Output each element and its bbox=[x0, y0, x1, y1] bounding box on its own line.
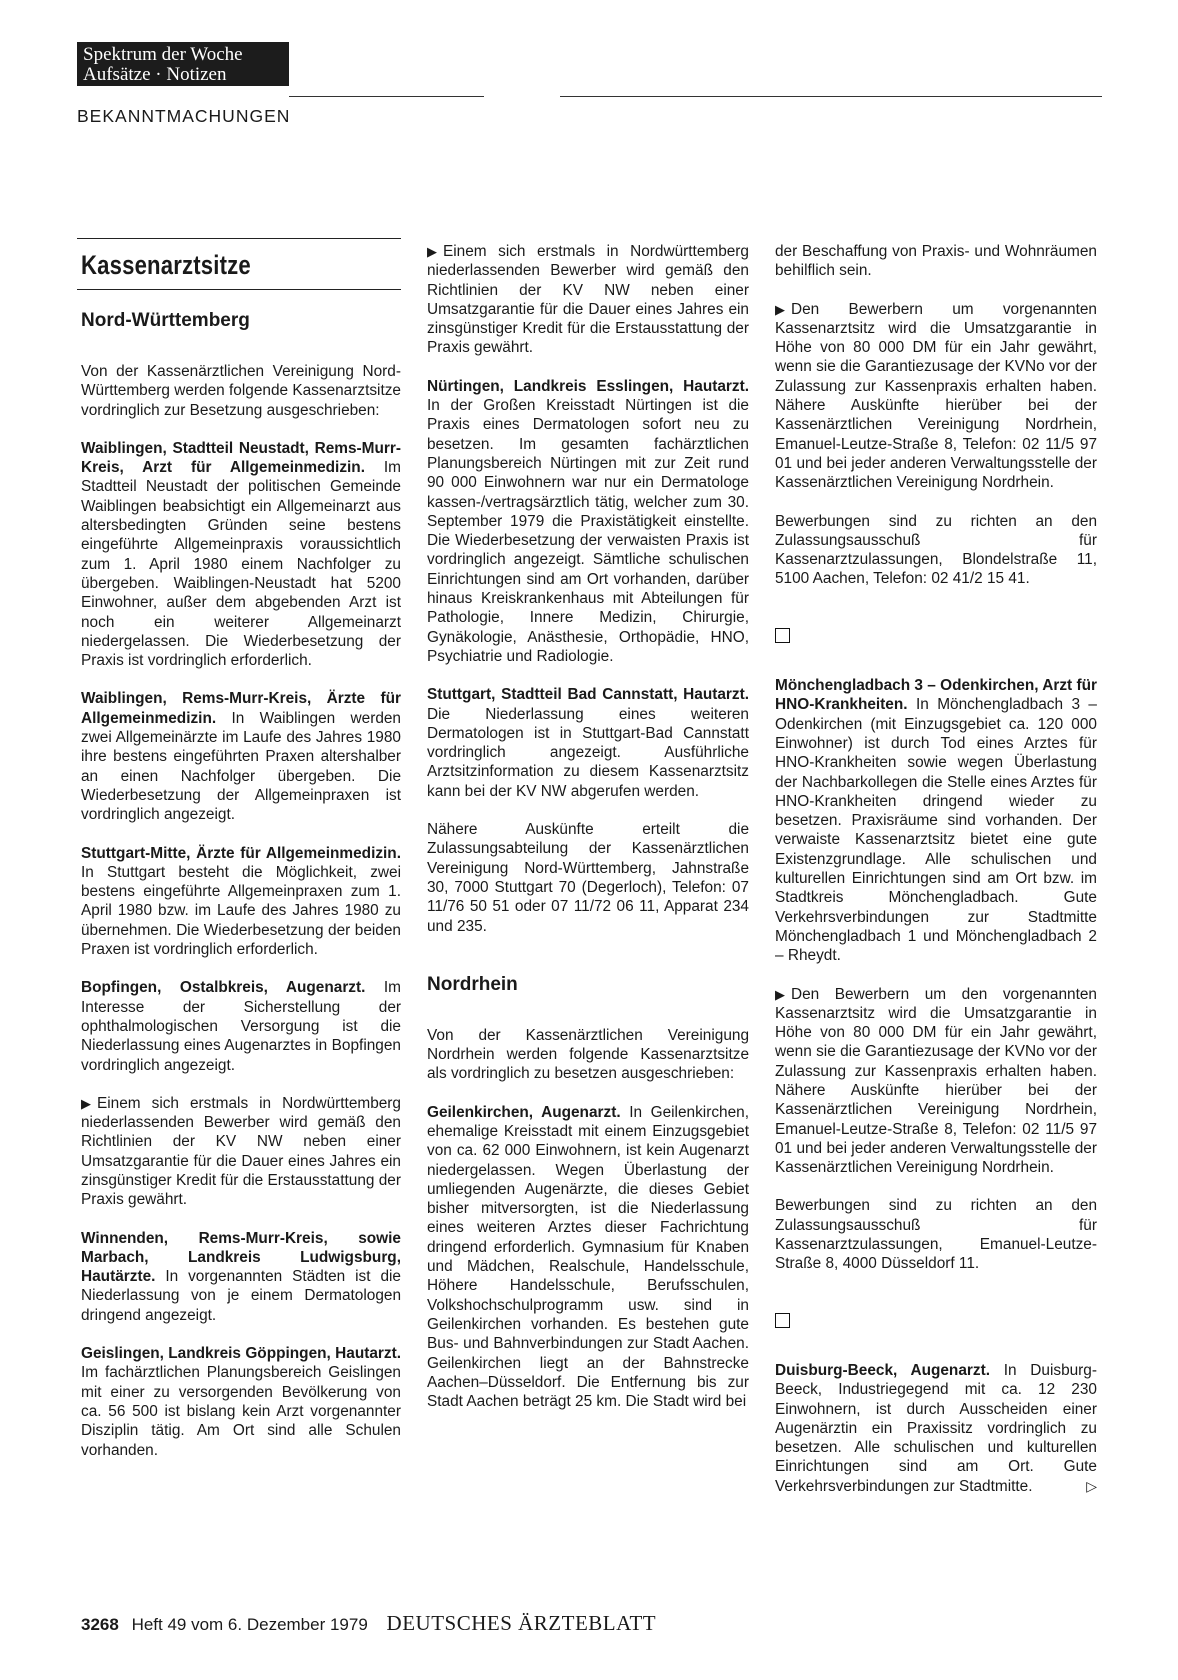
listing-paragraph bbox=[81, 689, 401, 824]
listing-heading: Stuttgart-Mitte, Ärzte für Allgemeinmedizin. bbox=[81, 844, 401, 862]
listing-paragraph bbox=[427, 685, 749, 801]
header-line2: Aufsätze · Notizen bbox=[83, 64, 227, 85]
page-number: 3268 bbox=[81, 1615, 119, 1634]
header-rule bbox=[289, 96, 484, 97]
listing-continuation: der Beschaffung von Praxis- und Wohnräumen behilflich sein. bbox=[775, 243, 1097, 280]
listing-paragraph bbox=[427, 1103, 749, 1412]
square-icon bbox=[775, 1313, 790, 1328]
listing-heading: Mönchengladbach 3 – Odenkirchen, Arzt für HNO-Krankheiten. bbox=[775, 677, 1097, 714]
application-paragraph: Bewerbungen sind zu richten an den Zulassungsausschuß für Kassenarztzulassungen, Emanuel-Leutze-Straße 8, 4000 Düsseldorf 11. bbox=[775, 1197, 1097, 1273]
column-2 bbox=[427, 242, 749, 1430]
listing-paragraph bbox=[81, 1344, 401, 1460]
listing-heading: Bopfingen, Ostalbkreis, Augenarzt. bbox=[81, 979, 366, 997]
arrow-icon: ▶ bbox=[775, 986, 785, 1002]
info-paragraph: Nähere Auskünfte erteilt die Zulassungsabteilung der Kassenärztlichen Vereinigung Nord-Württemberg, Jahnstraße 30, 7000 Stuttgart 70 (Degerloch), Telefon: 07 11/76 50 51 oder 07 11/72 06 11, Apparat 234 und 235. bbox=[427, 821, 749, 935]
guarantee-text: Den Bewerbern um den vorgenannten Kassenarztsitz wird die Umsatzgarantie in Höhe von 80 000 DM für ein Jahr gewährt, wenn sie die Garantiezusage der KVNo vor der Zulassung zur Kassenpraxis erhalten haben. Nähere Auskünfte hierüber bei der Kassenärztlichen Vereinigung Nordrhein, Emanuel-Leutze-Straße 8, Telefon: 02 11/5 97 01 und bei jeder anderen Verwaltungsstelle der Kassenärztlichen Vereinigung Nordrhein. bbox=[775, 985, 1097, 1177]
footer bbox=[81, 1611, 656, 1636]
listing-heading: Waiblingen, Stadtteil Neustadt, Rems-Murr-Kreis, Arzt für Allgemeinmedizin. bbox=[81, 439, 401, 477]
listing-paragraph bbox=[427, 377, 749, 666]
square-icon bbox=[775, 628, 790, 643]
listing-text: Im Stadtteil Neustadt der politischen Gemeinde Waiblingen beabsichtigt ein Allgemeinarzt aus altersbedingten Gründen seine bestens eingeführte Allgemeinpraxis voraussichtlich zum 1. April 1980 einem Nachfolger zu übergeben. Waiblingen-Neustadt hat 5200 Einwohner, außer dem abgebenden Arzt ist noch ein weiterer Allgemeinarzt niedergelassen. Die Wiederbesetzung der Praxis ist vordringlich erforderlich. bbox=[81, 459, 401, 670]
title-rule-bottom bbox=[77, 289, 401, 290]
subheading-nordrhein: Nordrhein bbox=[427, 973, 518, 995]
arrow-icon: ▶ bbox=[775, 301, 785, 317]
guarantee-paragraph bbox=[775, 985, 1097, 1178]
header-box bbox=[77, 42, 289, 86]
subheading-nord-wuerttemberg: Nord-Württemberg bbox=[81, 310, 250, 331]
guarantee-text: Einem sich erstmals in Nordwürttemberg niederlassenden Bewerber wird gemäß den Richtlinien der KV NW neben einer Umsatzgarantie für die Dauer eines Jahres ein zinsgünstiger Kredit für die Erstausstattung der Praxis gewährt. bbox=[81, 1094, 401, 1209]
guarantee-paragraph bbox=[775, 300, 1097, 493]
listing-heading: Nürtingen, Landkreis Esslingen, Hautarzt. bbox=[427, 377, 749, 395]
listing-text: In vorgenannten Städten ist die Niederlassung von je einem Dermatologen dringend angezeigt. bbox=[81, 1268, 401, 1324]
header-line1: Spektrum der Woche bbox=[83, 44, 243, 65]
title-rule-top bbox=[77, 238, 401, 239]
intro-paragraph: Von der Kassenärztlichen Vereinigung Nordrhein werden folgende Kassenarztsitze als vordringlich zu besetzen ausgeschrieben: bbox=[427, 1026, 749, 1083]
intro-paragraph: Von der Kassenärztlichen Vereinigung Nord-Württemberg werden folgende Kassenarztsitze vordringlich zur Besetzung ausgeschrieben: bbox=[81, 363, 401, 419]
listing-text: In Mönchengladbach 3 – Odenkirchen (mit Einzugsgebiet ca. 120 000 Einwohner) ist durch Tod eines Arztes für HNO-Krankheiten sowie wegen Überlastung der Nachbarkollegen die Stelle eines Arztes für HNO-Krankheiten dringend wieder zu besetzen. Praxisräume sind vorhanden. Der verwaiste Kassenarztsitz bietet eine gute Existenzgrundlage. Alle schulischen und kulturellen Einrichtungen sind am Ort bzw. im Stadtkreis Mönchengladbach. Gute Verkehrsverbindungen zur Stadtmitte Mönchengladbach 1 und Mönchengladbach 2 – Rheydt. bbox=[775, 696, 1097, 965]
journal-name: DEUTSCHES ÄRZTEBLATT bbox=[386, 1611, 657, 1635]
header-rule-right bbox=[560, 96, 1102, 97]
listing-heading: Geilenkirchen, Augenarzt. bbox=[427, 1103, 621, 1121]
listing-paragraph bbox=[81, 844, 401, 960]
listing-heading: Stuttgart, Stadtteil Bad Cannstatt, Hautarzt. bbox=[427, 686, 749, 704]
listing-paragraph bbox=[81, 978, 401, 1074]
guarantee-text: Einem sich erstmals in Nordwürttemberg niederlassenden Bewerber wird gemäß den Richtlinien der KV NW neben einer Umsatzgarantie für die Dauer eines Jahres ein zinsgünstiger Kredit für die Erstausstattung der Praxis gewährt. bbox=[427, 243, 749, 357]
listing-text: Im fachärztlichen Planungsbereich Geislingen mit einer zu versorgenden Bevölkerung von ca. 56 500 ist bislang kein Arzt vorgenannter Disziplin tätig. Am Ort sind alle Schulen vorhanden. bbox=[81, 1364, 401, 1459]
listing-text: In Duisburg-Beeck, Industriegegend mit ca. 12 230 Einwohnern, ist durch Ausscheiden einer Augenärztin ein Praxissitz vordringlich zu besetzen. Alle schulischen und kulturellen Einrichtungen sind am Ort. Gute Verkehrsverbindungen zur Stadtmitte. bbox=[775, 1361, 1097, 1495]
listing-text: In Waiblingen werden zwei Allgemeinärzte im Laufe des Jahres 1980 ihre bestens eingeführten Praxen altershalber an einen Nachfolger übergeben. Die Wiederbesetzung der Allgemeinpraxen ist vordringlich angezeigt. bbox=[81, 709, 401, 824]
listing-paragraph bbox=[81, 1229, 401, 1325]
listing-paragraph bbox=[775, 676, 1097, 965]
guarantee-paragraph bbox=[81, 1094, 401, 1210]
listing-text: In Stuttgart besteht die Möglichkeit, zwei bestens eingeführte Allgemeinpraxen zum 1. April 1980 bzw. im Laufe des Jahres 1980 zu übernehmen. Die Wiederbesetzung der beiden Praxen ist vordringlich erforderlich. bbox=[81, 863, 401, 959]
listing-paragraph bbox=[81, 439, 401, 671]
guarantee-paragraph bbox=[427, 242, 749, 358]
column-1 bbox=[81, 238, 401, 1479]
column-3 bbox=[775, 242, 1097, 1515]
listing-text: Die Niederlassung eines weiteren Dermatologen ist in Stuttgart-Bad Cannstatt vordringlich angezeigt. Ausführliche Arztsitzinformation zu diesem Kassenarztsitz kann bei der KV NW abgerufen werden. bbox=[427, 705, 749, 800]
listing-heading: Winnenden, Rems-Murr-Kreis, sowie Marbach, Landkreis Ludwigsburg, Hautärzte. bbox=[81, 1229, 401, 1286]
listing-heading: Waiblingen, Rems-Murr-Kreis, Ärzte für Allgemeinmedizin. bbox=[81, 690, 401, 727]
listing-text: In Geilenkirchen, ehemalige Kreisstadt mit einem Einzugsgebiet von ca. 62 000 Einwohnern, ist kein Augenarzt niedergelassen. Wegen Überlastung der umliegenden Augenärzte, die dieses Gebiet bisher mitversorgten, ist die Niederlassung eines weiteren Arztes dieser Fachrichtung dringend erforderlich. Gymnasium für Knaben und Mädchen, Realschule, Handelsschule, Höhere Handelsschule, Berufsschulen, Volkshochschulprogramm usw. sind in Geilenkirchen vorhanden. Es bestehen gute Bus- und Bahnverbindungen zur Stadt Aachen. Geilenkirchen liegt an der Bahnstrecke Aachen–Düsseldorf. Die Entfernung bis zur Stadt Aachen beträgt 25 km. Die Stadt wird bei bbox=[427, 1103, 749, 1411]
listing-paragraph bbox=[775, 1361, 1097, 1496]
listing-heading: Duisburg-Beeck, Augenarzt. bbox=[775, 1361, 990, 1379]
arrow-icon: ▶ bbox=[427, 244, 437, 259]
arrow-icon: ▶ bbox=[81, 1095, 91, 1111]
article-title: Kassenarztsitze bbox=[81, 250, 251, 280]
listing-text: Im Interesse der Sicherstellung der ophthalmologischen Versorgung ist die Niederlassung eines Augenarztes in Bopfingen vordringlich angezeigt. bbox=[81, 979, 401, 1074]
application-paragraph: Bewerbungen sind zu richten an den Zulassungsausschuß für Kassenarztzulassungen, Blondelstraße 11, 5100 Aachen, Telefon: 02 41/2 15 41. bbox=[775, 512, 1097, 588]
listing-text: In der Großen Kreisstadt Nürtingen ist die Praxis eines Dermatologen sofort neu zu besetzen. Im gesamten fachärztlichen Planungsbereich Nürtingen mit zur Zeit rund 90 000 Einwohnern war nur ein Dermatologe kassen-/vertragsärztlich tätig, welcher zum 30. September 1979 die Praxistätigkeit einstellte. Die Wiederbesetzung der verwaisten Praxis ist vordringlich angezeigt. Sämtliche schulischen Einrichtungen sind am Ort vorhanden, darüber hinaus Kreiskrankenhaus mit Abteilungen für Pathologie, Innere Medizin, Chirurgie, Gynäkologie, Anästhesie, Orthopädie, HNO, Psychiatrie und Radiologie. bbox=[427, 397, 749, 665]
guarantee-text: Den Bewerbern um vorgenannten Kassenarztsitz wird die Umsatzgarantie in Höhe von 80 000 DM für ein Jahr gewährt, wenn sie die Garantiezusage der KVNo vor der Zulassung zur Kassenpraxis erhalten haben. Nähere Auskünfte hierüber bei der Kassenärztlichen Vereinigung Nordrhein, Emanuel-Leutze-Straße 8, Telefon: 02 11/5 97 01 und bei jeder anderen Verwaltungsstelle der Kassenärztlichen Vereinigung Nordrhein. bbox=[775, 300, 1097, 492]
listing-heading: Geislingen, Landkreis Göppingen, Hautarzt. bbox=[81, 1345, 401, 1363]
continue-triangle-icon: ▷ bbox=[1086, 1477, 1097, 1494]
issue-info: Heft 49 vom 6. Dezember 1979 bbox=[131, 1615, 368, 1634]
section-label: BEKANNTMACHUNGEN bbox=[77, 106, 291, 126]
